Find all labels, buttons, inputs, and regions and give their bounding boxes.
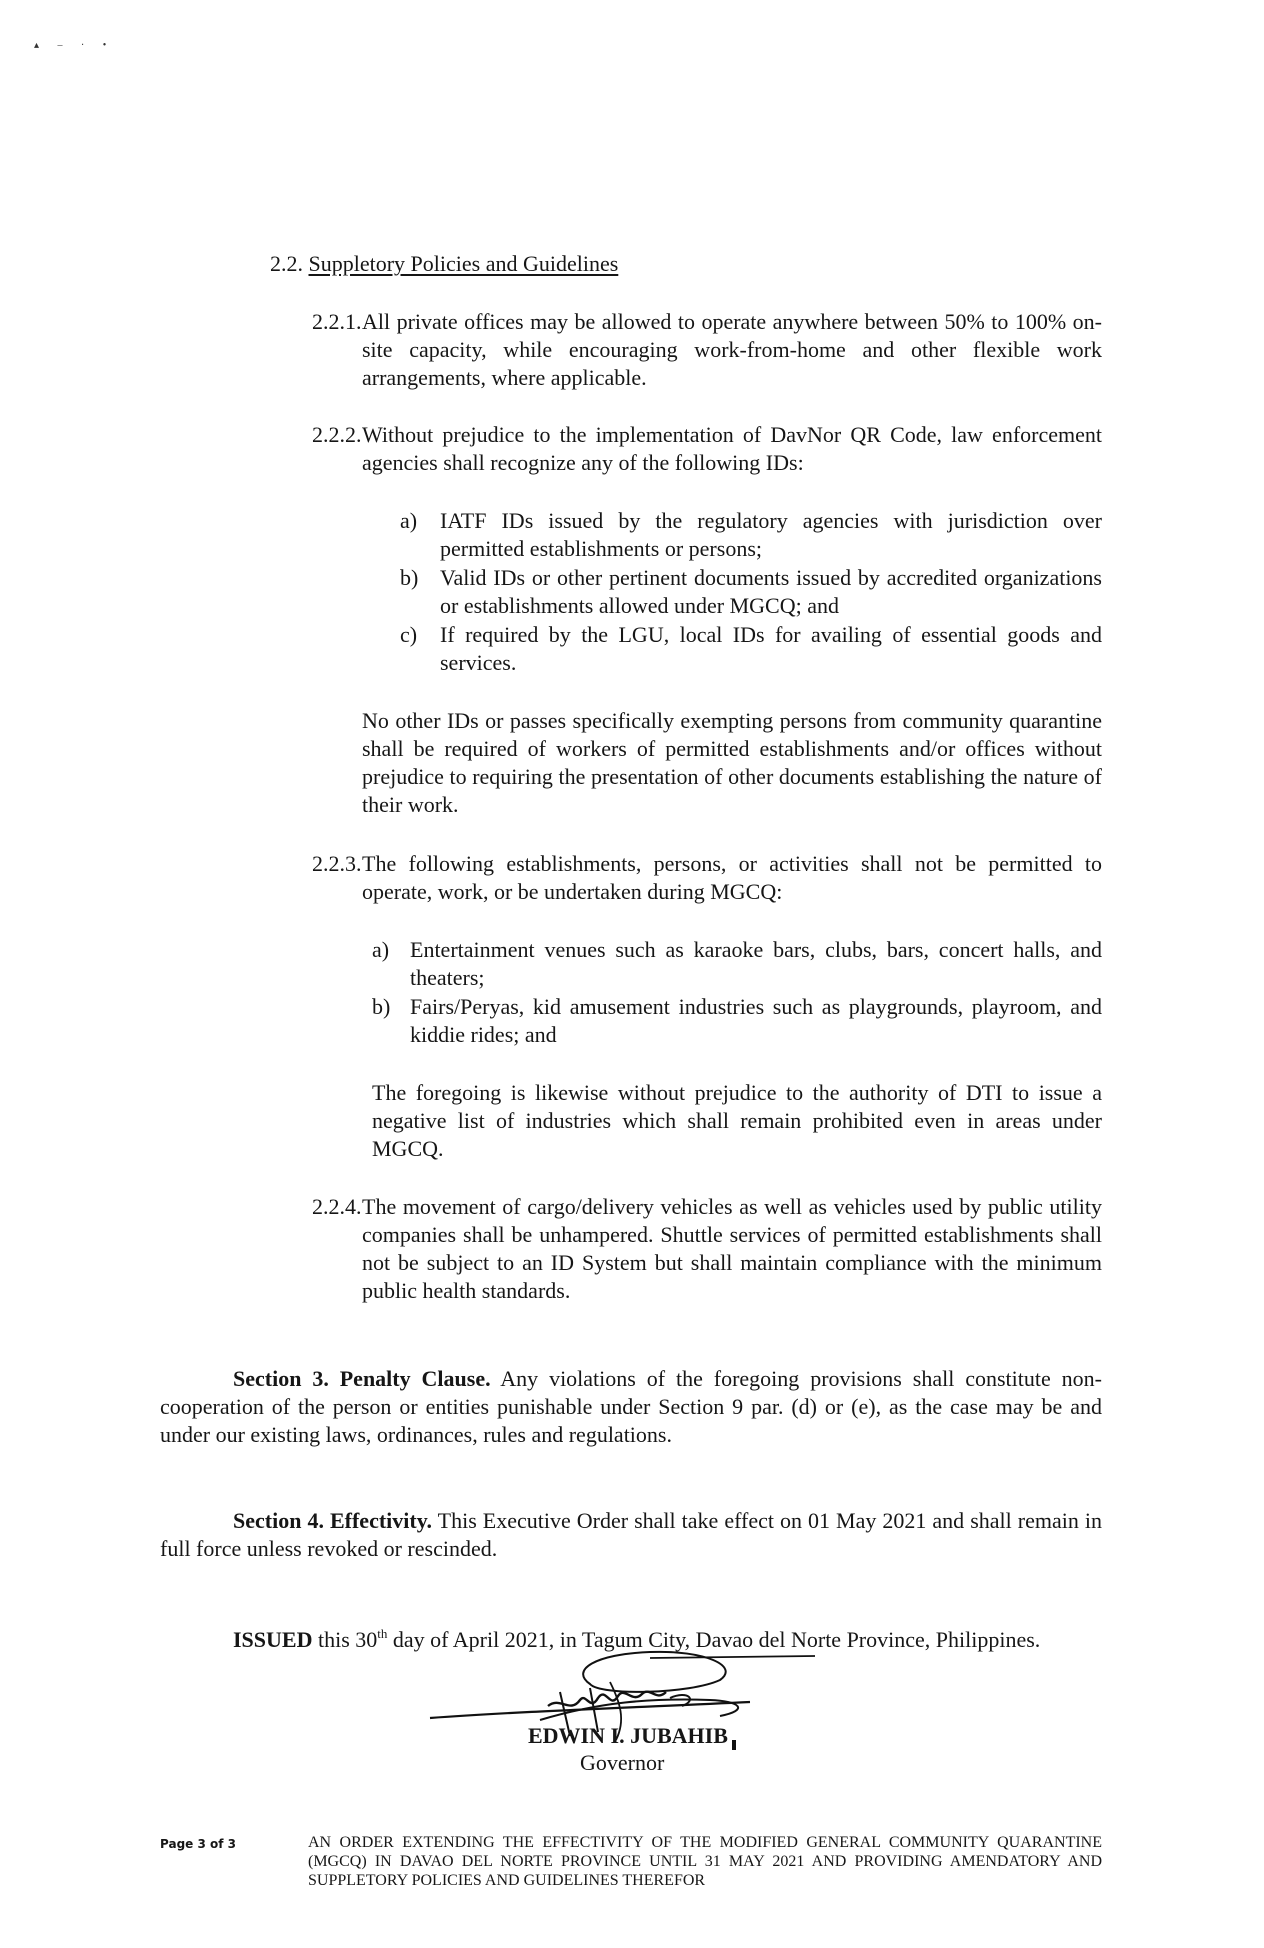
clause-text: The following establishments, persons, or activities shall not be permitted to operate, work, or be undertaken during MGCQ: [362, 851, 1102, 904]
scan-marks: ▴ – ‧ • [34, 40, 115, 51]
list-item-label: b) [400, 565, 419, 590]
footer-page-number: Page 3 of 3 [160, 1837, 236, 1851]
section-4-text: This Executive Order shall take effect on 01 May 2021 and shall remain in full force unless revoked or rescinded. [160, 1508, 1102, 1561]
section-4-effectivity [160, 1507, 1102, 1563]
footer-document-title: AN ORDER EXTENDING THE EFFECTIVITY OF THE MODIFIED GENERAL COMMUNITY QUARANTINE (MGCQ) IN DAVAO DEL NORTE PROVINCE UNTIL 31 MAY 2021 AND PROVIDING AMENDATORY AND SUPPLETORY POLICIES AND GUIDELINES THEREFOR [308, 1834, 1102, 1889]
section-2-2-heading [270, 250, 618, 278]
issued-text-pre: this 30 [312, 1627, 378, 1652]
clause-number: 2.2.2. [312, 422, 362, 447]
clause-text: Without prejudice to the implementation of DavNor QR Code, law enforcement agencies shall recognize any of the following IDs: [362, 422, 1102, 475]
clause-2-2-3-note: The foregoing is likewise without prejudice to the authority of DTI to issue a negative list of industries which shall remain prohibited even in areas under MGCQ. [372, 1080, 1102, 1161]
issued-day-suffix: th [377, 1626, 388, 1641]
clause-number: 2.2.3. [312, 851, 362, 876]
section-3-text: Any violations of the foregoing provisions shall constitute non-cooperation of the person or entities punishable under Section 9 par. (d) or (e), as the case may be and under our existing laws, ordinances, rules and regulations. [160, 1366, 1102, 1447]
issued-text-post: day of April 2021, in Tagum City, Davao del Norte Province, Philippines. [387, 1627, 1041, 1652]
signatory-name: EDWIN I. JUBAHIB [528, 1723, 728, 1748]
list-item [372, 993, 1102, 1049]
list-item-label: b) [372, 994, 391, 1019]
section-2-2-title: Suppletory Policies and Guidelines [308, 251, 619, 276]
signatory-title: Governor [580, 1750, 665, 1775]
list-item-text: IATF IDs issued by the regulatory agencies with jurisdiction over permitted establishments or persons; [440, 508, 1102, 561]
issued-label: ISSUED [233, 1627, 313, 1652]
list-item-text: If required by the LGU, local IDs for availing of essential goods and services. [440, 622, 1102, 675]
list-item-text: Entertainment venues such as karaoke bars, clubs, bars, concert halls, and theaters; [410, 937, 1102, 990]
section-3-penalty-clause [160, 1365, 1102, 1449]
list-item-text: Fairs/Peryas, kid amusement industries such as playgrounds, playroom, and kiddie rides; and [410, 994, 1102, 1047]
section-2-2-number: 2.2. [270, 251, 303, 276]
list-item-label: a) [372, 937, 390, 962]
list-item-text: Valid IDs or other pertinent documents issued by accredited organizations or establishments allowed under MGCQ; and [440, 565, 1102, 618]
list-item [372, 936, 1102, 992]
list-item-label: c) [400, 622, 418, 647]
clause-text: All private offices may be allowed to operate anywhere between 50% to 100% on-site capacity, while encouraging work-from-home and other flexible work arrangements, where applicable. [362, 309, 1102, 390]
clause-text: The movement of cargo/delivery vehicles as well as vehicles used by public utility companies shall be unhampered. Shuttle services of permitted establishments shall not be subject to an ID System but shall maintain compliance with the minimum public health standards. [362, 1194, 1102, 1303]
section-3-heading: Section 3. Penalty Clause. [233, 1366, 491, 1391]
clause-2-2-3 [312, 850, 1102, 906]
list-item-label: a) [400, 508, 418, 533]
section-4-heading: Section 4. Effectivity. [233, 1508, 433, 1533]
clause-2-2-2 [312, 421, 1102, 477]
list-item [400, 621, 1102, 677]
clause-number: 2.2.4. [312, 1194, 362, 1219]
ink-mark [732, 1740, 736, 1750]
list-item [400, 507, 1102, 563]
clause-2-2-2-note: No other IDs or passes specifically exempting persons from community quarantine shall be required of workers of permitted establishments and/or offices without prejudice to requiring the presentation of other documents establishing the nature of their work. [362, 708, 1102, 817]
clause-number: 2.2.1. [312, 309, 362, 334]
clause-2-2-4 [312, 1193, 1102, 1305]
list-item [400, 564, 1102, 620]
clause-2-2-1 [312, 308, 1102, 392]
